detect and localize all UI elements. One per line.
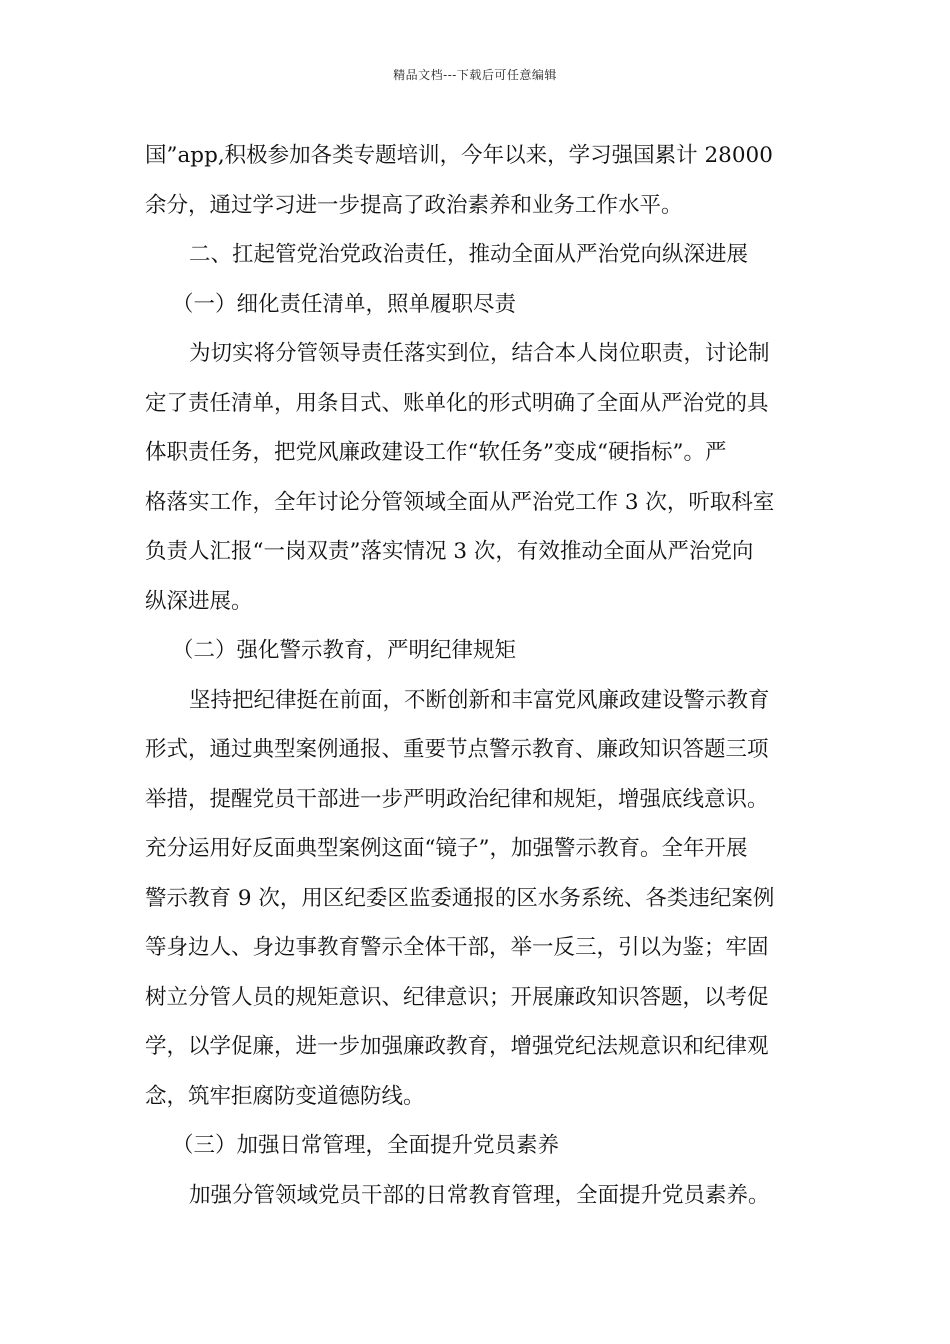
paragraph-line: 举措，提醒党员干部进一步严明政治纪律和规矩，增强底线意识。 bbox=[145, 786, 769, 812]
paragraph-line: 国”app,积极参加各类专题培训，今年以来，学习强国累计 28000 bbox=[145, 143, 773, 168]
paragraph-line: 学，以学促廉，进一步加强廉政教育，增强党纪法规意识和纪律观 bbox=[145, 1034, 769, 1059]
paragraph-line: 体职责任务，把党风廉政建设工作“软任务”变成“硬指标”。严 bbox=[145, 440, 727, 465]
paragraph-line: 定了责任清单，用条目式、账单化的形式明确了全面从严治党的具 bbox=[145, 390, 769, 416]
paragraph-line: 坚持把纪律挺在前面，不断创新和丰富党风廉政建设警示教育 bbox=[189, 687, 770, 713]
subsection-heading: （一）细化责任清单，照单履职尽责 bbox=[172, 291, 517, 317]
paragraph-line: 纵深进展。 bbox=[145, 588, 253, 614]
subsection-heading: （二）强化警示教育，严明纪律规矩 bbox=[172, 638, 517, 663]
paragraph-line: 树立分管人员的规矩意识、纪律意识；开展廉政知识答题，以考促 bbox=[145, 984, 769, 1010]
paragraph-line: 充分运用好反面典型案例这面“镜子”，加强警示教育。全年开展 bbox=[145, 836, 748, 861]
document-body bbox=[145, 131, 807, 1220]
paragraph-line: 为切实将分管领导责任落实到位，结合本人岗位职责，讨论制 bbox=[189, 341, 770, 366]
paragraph-line: 念，筑牢拒腐防变道德防线。 bbox=[145, 1083, 425, 1109]
paragraph-line: 等身边人、身边事教育警示全体干部，举一反三，引以为鉴；牢固 bbox=[145, 935, 769, 960]
section-heading: 二、扛起管党治党政治责任，推动全面从严治党向纵深进展 bbox=[189, 242, 749, 267]
paragraph-line: 形式，通过典型案例通报、重要节点警示教育、廉政知识答题三项 bbox=[145, 737, 769, 762]
paragraph-line: 加强分管领域党员干部的日常教育管理，全面提升党员素养。 bbox=[189, 1182, 770, 1208]
paragraph-line: 余分，通过学习进一步提高了政治素养和业务工作水平。 bbox=[145, 192, 683, 218]
paragraph-line: 负责人汇报“一岗双责”落实情况 3 次，有效推动全面从严治党向 bbox=[145, 539, 754, 564]
paragraph-line: 格落实工作，全年讨论分管领域全面从严治党工作 3 次，听取科室 bbox=[145, 489, 775, 515]
subsection-heading: （三）加强日常管理，全面提升党员素养 bbox=[172, 1133, 560, 1158]
page-header: 精品文档---下载后可任意编辑 bbox=[393, 68, 557, 82]
paragraph-line: 警示教育 9 次，用区纪委区监委通报的区水务系统、各类违纪案例 bbox=[145, 885, 775, 911]
